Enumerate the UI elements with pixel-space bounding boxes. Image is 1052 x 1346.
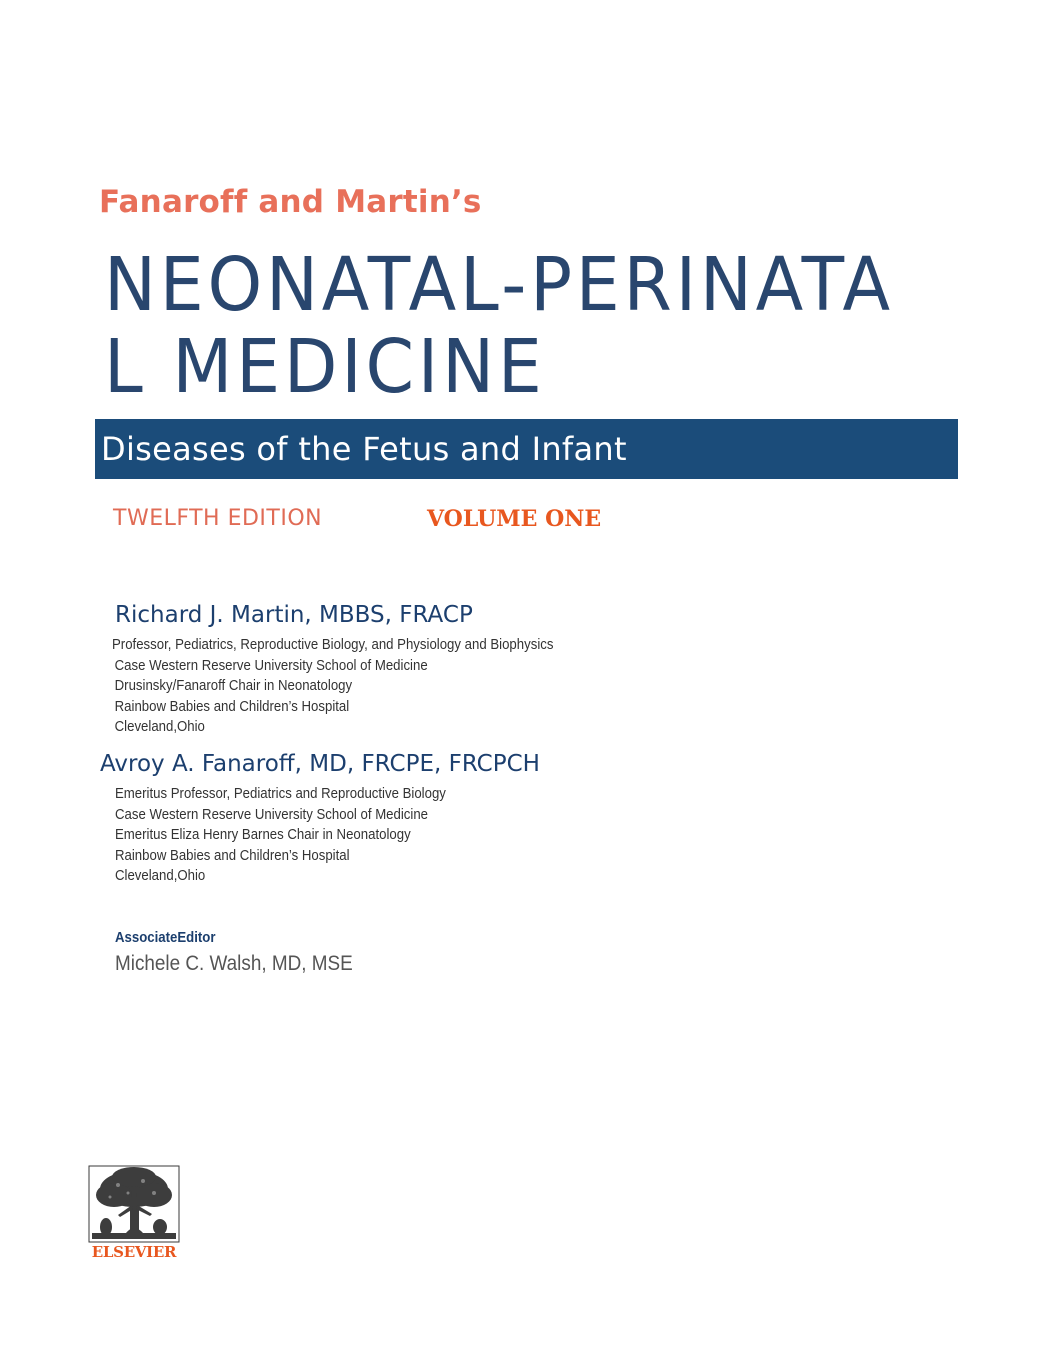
affiliation-line: Emeritus Eliza Henry Barnes Chair in Neonatology [115, 826, 411, 844]
elsevier-tree-icon [88, 1165, 180, 1245]
publisher-wordmark: ELSEVIER [91, 1243, 177, 1261]
book-pre-title: Fanaroff and Martin’s [99, 184, 482, 220]
book-title-line-2: L MEDICINE [104, 324, 546, 410]
affiliation-line: Professor, Pediatrics, Reproductive Biology, and Physiology and Biophysics [112, 636, 554, 653]
subtitle-banner [95, 419, 958, 479]
publisher-logo [88, 1165, 180, 1265]
affiliation-line: Cleveland,Ohio [114, 718, 205, 736]
affiliation-line: Rainbow Babies and Children’s Hospital [115, 846, 350, 864]
affiliation-line: Case Western Reserve University School of Medicine [115, 805, 429, 823]
author-affiliations [112, 635, 553, 738]
edition-label: TWELFTH EDITION [113, 506, 323, 531]
book-subtitle: Diseases of the Fetus and Infant [101, 430, 627, 468]
book-title-line-1: NEONATAL-PERINATA [104, 242, 894, 328]
affiliation-line: Case Western Reserve University School of Medicine [114, 656, 428, 674]
associate-editor-label: AssociateEditor [115, 929, 216, 946]
affiliation-line: Drusinsky/Fanaroff Chair in Neonatology [114, 677, 353, 695]
affiliation-line: Rainbow Babies and Children’s Hospital [114, 697, 350, 715]
author-name: Richard J. Martin, MBBS, FRACP [115, 602, 473, 628]
affiliation-line: Emeritus Professor, Pediatrics and Reproductive Biology [115, 785, 446, 802]
associate-editor-name: Michele C. Walsh, MD, MSE [115, 952, 353, 975]
author-name: Avroy A. Fanaroff, MD, FRCPE, FRCPCH [100, 751, 540, 777]
author-affiliations [115, 784, 446, 887]
volume-label: VOLUME ONE [427, 506, 602, 532]
affiliation-line: Cleveland,Ohio [115, 867, 206, 885]
